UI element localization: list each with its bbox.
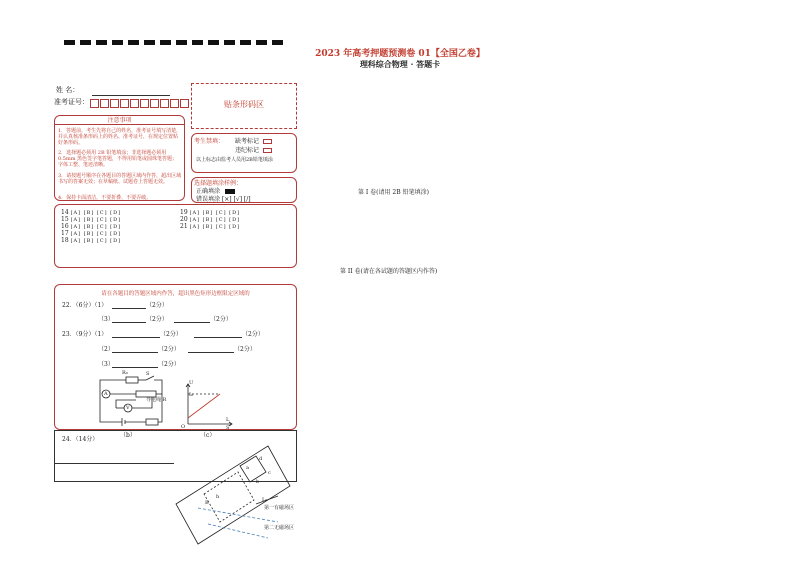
choice-row[interactable]: 17 [A] [B] [C] [D] xyxy=(61,230,122,237)
fill-example-title: 选择题填涂样例： xyxy=(194,180,243,187)
notes-item: 4．保持卡面清洁，不要折叠、不要弄破。 xyxy=(58,195,152,201)
section1-label: 第 I 卷(请用 2B 铅笔填涂) xyxy=(358,189,429,196)
q22-blank-2[interactable] xyxy=(112,322,146,323)
wire-label: 导电绳 R xyxy=(146,397,167,403)
cut-mark xyxy=(160,40,171,45)
fig-label-d: d xyxy=(259,456,263,462)
axis-x-label: L xyxy=(226,417,230,423)
fill-correct-sample xyxy=(225,189,235,194)
cut-mark xyxy=(224,40,235,45)
cut-mark xyxy=(240,40,251,45)
q23-points: （2分） xyxy=(160,331,182,338)
notes-title: 注意事项 xyxy=(107,117,132,124)
q22-head: 22．（6分）（1） xyxy=(62,302,108,309)
fig-label-c: c xyxy=(268,470,271,476)
q23-blank-5[interactable] xyxy=(112,367,158,368)
choice-row[interactable]: 21 [A] [B] [C] [D] xyxy=(180,223,241,230)
notes-item: 1．答题前，考生先将自己的姓名，准考证号填写清楚，并认真核准条形码上的姓名、准考证号，在规定位置贴好条形码。 xyxy=(58,128,182,146)
axis-u-label: U xyxy=(189,380,194,386)
notes-item: 3．请按题号顺序在各题目的答题区域内作答，超出区域书写的答案无效；在草稿纸、试题卷上答题无效。 xyxy=(58,173,182,185)
fig-label-region-2: 第二无磁场区 xyxy=(264,525,295,531)
circuit-label-r0: R₀ xyxy=(122,370,128,376)
fill-correct-label: 正确填涂 xyxy=(196,188,221,195)
fig-label-b: b xyxy=(256,479,260,485)
answer-notice: 请在各题目的答题区域内作答，超出黑色矩形边框限定区域的 xyxy=(101,291,250,297)
cut-mark xyxy=(80,40,91,45)
name-field[interactable] xyxy=(92,95,170,96)
section2-label: 第 II 卷(请在各试题的答题区内作答) xyxy=(340,268,438,275)
exam-no-boxes[interactable] xyxy=(90,99,190,108)
q22-points: （2分） xyxy=(210,316,232,323)
q24-rule xyxy=(54,463,174,464)
q24-head: 24．（14分） xyxy=(62,436,99,443)
q22-blank-3[interactable] xyxy=(174,322,210,323)
q23-sub-label: （2） xyxy=(98,346,114,353)
axis-x-sub-label: S xyxy=(226,425,230,431)
cut-mark xyxy=(192,40,203,45)
magnetic-field-figure xyxy=(168,444,298,554)
q23-head: 23．（9分）（1） xyxy=(62,331,108,338)
q23-blank-1[interactable] xyxy=(112,337,160,338)
fill-wrong-label: 错误填涂 [×] [√] [/] xyxy=(196,196,251,203)
exam-no-label: 准考证号： xyxy=(54,98,89,106)
ammeter-label: A xyxy=(104,391,108,397)
page-subtitle: 理科综合物理 · 答题卡 xyxy=(359,59,441,69)
figure-c-label: （c） xyxy=(200,432,216,439)
q22-points: （2分） xyxy=(146,316,168,323)
axis-i-label: I₀ xyxy=(189,392,193,398)
absent-mark-box[interactable] xyxy=(263,139,272,144)
violation-label: 违纪标记 xyxy=(235,147,260,154)
q23-points: （2分） xyxy=(158,361,180,368)
notes-item: 2．选择题必须用 2B 铅笔填涂；非选择题必须用 0.5mm 黑色签字笔答题，不得用铅笔或圆珠笔答题；字体工整、笔迹清晰。 xyxy=(58,150,178,168)
choice-row[interactable]: 18 [A] [B] [C] [D] xyxy=(61,237,122,244)
candidate-marks-note: 以上标志由监考人员用2B铅笔填涂 xyxy=(196,157,273,163)
cut-mark xyxy=(64,40,75,45)
barcode-label: 贴条形码区 xyxy=(224,100,264,109)
q23-blank-2[interactable] xyxy=(194,337,242,338)
q23-blank-4[interactable] xyxy=(188,352,234,353)
choice-row[interactable]: 14 [A] [B] [C] [D] xyxy=(61,209,122,216)
cut-mark xyxy=(144,40,155,45)
cut-mark xyxy=(176,40,187,45)
fig-label-a: a xyxy=(246,465,249,471)
choice-row[interactable]: 19 [A] [B] [C] [D] xyxy=(180,209,241,216)
voltmeter-label: V xyxy=(126,405,130,411)
q23-points: （2分） xyxy=(234,346,256,353)
q23-blank-3[interactable] xyxy=(112,352,158,353)
choice-row[interactable]: 20 [A] [B] [C] [D] xyxy=(180,216,241,223)
absent-label: 缺考标记 xyxy=(235,138,260,145)
name-label: 姓 名： xyxy=(56,86,80,94)
q23-points: （2分） xyxy=(158,346,180,353)
q22-points: （2分） xyxy=(146,302,168,309)
circuit-label-s: S xyxy=(146,371,150,377)
cut-mark xyxy=(112,40,123,45)
origin-label: O xyxy=(181,424,186,430)
choice-row[interactable]: 16 [A] [B] [C] [D] xyxy=(61,223,122,230)
fig-label-l0: L₀ xyxy=(262,497,268,503)
q22-sub-label: （3） xyxy=(98,316,114,323)
fig-label-h: h xyxy=(216,494,220,500)
notes-title-rule xyxy=(54,124,185,125)
q23-points: （2分） xyxy=(242,331,264,338)
figure-b-label: （b） xyxy=(120,432,136,439)
choice-row[interactable]: 15 [A] [B] [C] [D] xyxy=(61,216,122,223)
violation-mark-box[interactable] xyxy=(263,148,272,153)
q23-sub-label: （3） xyxy=(98,361,114,368)
cut-mark xyxy=(208,40,219,45)
fig-label-region-1: 第一有磁场区 xyxy=(264,505,295,511)
fig-label-field: B xyxy=(205,500,209,506)
cut-mark xyxy=(272,40,283,45)
page-title: 2023 年高考押题预测卷 01【全国乙卷】 xyxy=(315,49,485,59)
cut-mark xyxy=(96,40,107,45)
cut-mark xyxy=(128,40,139,45)
candidate-marks-title: 考生禁填： xyxy=(194,138,225,145)
q22-blank-1[interactable] xyxy=(112,308,146,309)
cut-mark xyxy=(256,40,267,45)
